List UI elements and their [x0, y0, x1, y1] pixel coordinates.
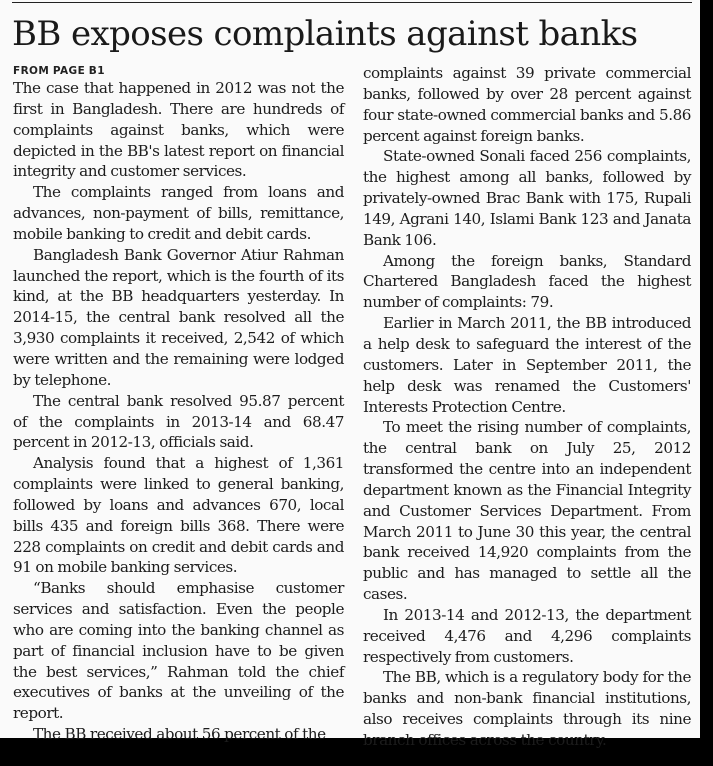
- paragraph: Analysis found that a highest of 1,361 complaints were linked to general banking, followed by loans and advances 670, local bills 435 and foreign bills 368. There were 228 complaints on credit and debit cards and 91 on mobile banking services.: [13, 454, 344, 577]
- paragraph: The complaints ranged from loans and advances, non-payment of bills, remittance, mobile banking to credit and debit cards.: [13, 183, 344, 243]
- headline: BB exposes complaints against banks: [12, 14, 638, 54]
- paragraph: In 2013-14 and 2012-13, the department received 4,476 and 4,296 complaints respectively from customers.: [363, 605, 691, 666]
- paragraph: Among the foreign banks, Standard Chartered Bangladesh faced the highest number of complaints: 79.: [363, 251, 691, 312]
- paragraph: The BB, which is a regulatory body for the banks and non-bank financial institutions, also receives complaints through its nine branch offices across the country.: [363, 668, 691, 749]
- paragraph: The case that happened in 2012 was not the first in Bangladesh. There are hundreds of complaints against banks, which were depicted in the BB's latest report on financial integrity and customer services.: [13, 79, 344, 181]
- top-rule: [12, 2, 692, 3]
- left-column: [13, 62, 344, 745]
- paragraph: The central bank resolved 95.87 percent of the complaints in 2013-14 and 68.47 percent in 2012-13, officials said.: [13, 391, 344, 452]
- paragraph: The BB received about 56 percent of the: [33, 725, 326, 744]
- right-column: [363, 63, 691, 751]
- paragraph: complaints against 39 private commercial banks, followed by over 28 percent against four state-owned commercial banks and 5.86 percent against foreign banks.: [363, 64, 691, 145]
- paragraph: To meet the rising number of complaints, the central bank on July 25, 2012 transformed the centre into an independent department known as the Financial Integrity and Customer Services Department. From March 2011 to June 30 this year, the central bank received 14,920 complaints from the public and has managed to settle all the cases.: [363, 418, 691, 604]
- paragraph: Earlier in March 2011, the BB introduced a help desk to safeguard the interest of the customers. Later in September 2011, the help desk was renamed the Customers' Interests Protection Centre.: [363, 314, 691, 416]
- paragraph: “Banks should emphasise customer services and satisfaction. Even the people who are coming into the banking channel as part of financial inclusion have to be given the best services,” Rahman told the chief executives of banks at the unveiling of the report.: [13, 579, 344, 723]
- paragraph: Bangladesh Bank Governor Atiur Rahman launched the report, which is the fourth of its kind, at the BB headquarters yesterday. In 2014-15, the central bank resolved all the 3,930 complaints it received, 2,542 of which were written and the remaining were lodged by telephone.: [13, 245, 344, 389]
- continued-from-label: FROM PAGE B1: [13, 65, 105, 77]
- paragraph: State-owned Sonali faced 256 complaints, the highest among all banks, followed by privately-owned Brac Bank with 175, Rupali 149, Agrani 140, Islami Bank 123 and Janata Bank 106.: [363, 147, 691, 249]
